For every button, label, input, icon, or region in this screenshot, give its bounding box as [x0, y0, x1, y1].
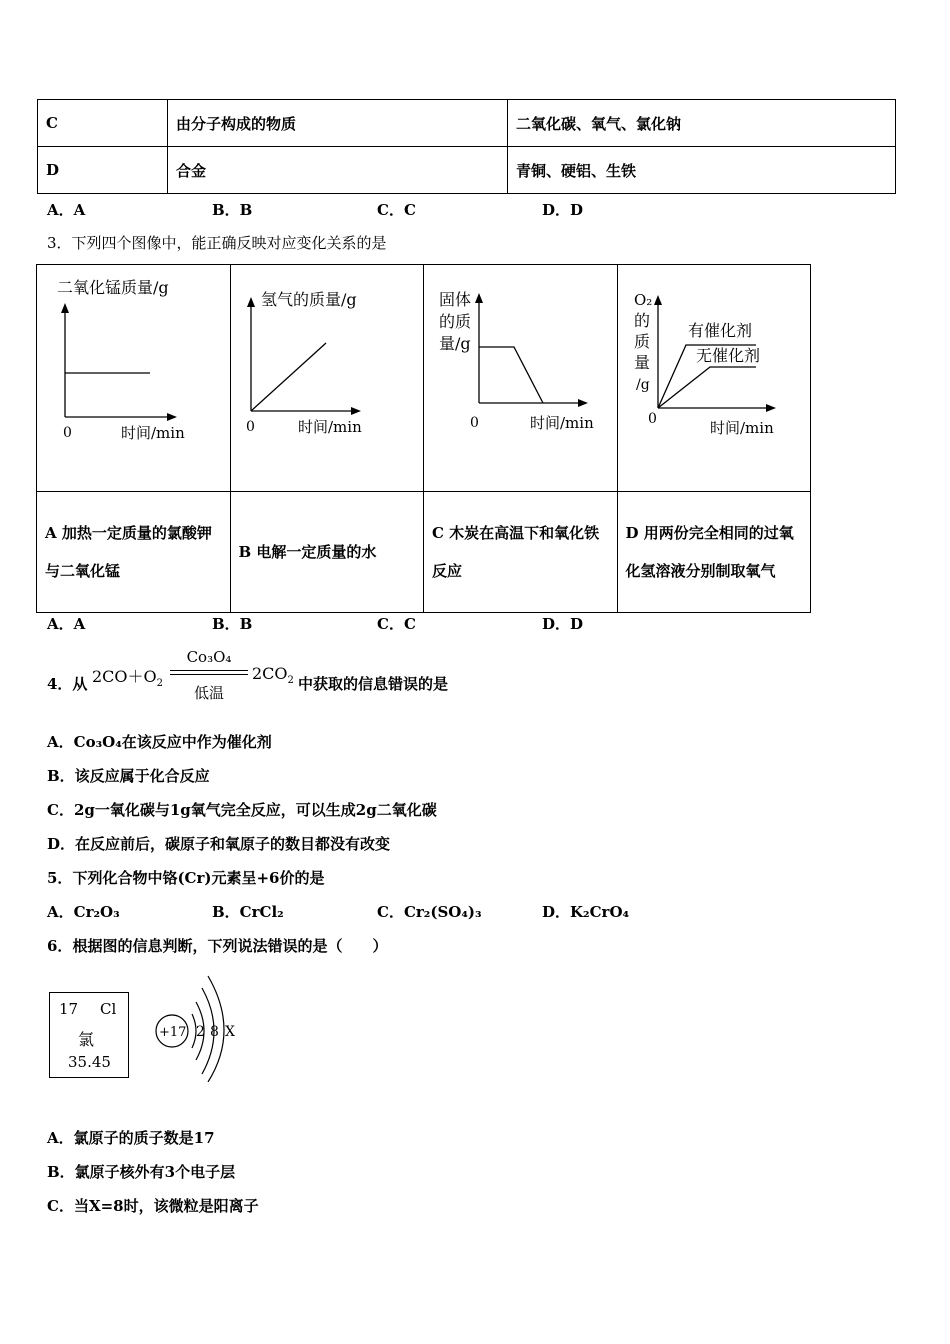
graph-d-ylabel-2: 的	[633, 311, 650, 330]
graph-d-ylabel-5: /g	[635, 377, 650, 393]
graph-a	[37, 265, 230, 487]
y-axis-arrow	[247, 297, 255, 307]
q3-option-d: D．D	[542, 615, 584, 633]
x-axis-arrow	[351, 407, 361, 415]
q5-option-a: A．Cr₂O₃	[47, 903, 120, 921]
element-card	[49, 992, 129, 1078]
graph-d-ylabel-3: 质	[633, 332, 650, 351]
graph-b-caption: B 电解一定质量的水	[230, 492, 424, 613]
element-mass: 35.45	[68, 1053, 111, 1071]
q4-lhs-subscript: 2	[156, 678, 164, 690]
q4-option-b: B．该反应属于化合反应	[47, 767, 210, 785]
element-name: 氯	[78, 1030, 95, 1049]
q5-stem	[47, 867, 324, 888]
element-symbol: Cl	[100, 1000, 117, 1018]
shell2-electrons: 8	[210, 1024, 219, 1040]
graph-d-caption: D 用两份完全相同的过氧化氢溶液分别制取氧气	[617, 492, 811, 613]
y-axis-arrow	[475, 293, 483, 303]
table-row	[38, 147, 896, 194]
q4-equals-bottom	[170, 674, 248, 675]
q4-option-a: A．Co₃O₄在该反应中作为催化剂	[47, 733, 272, 751]
graph-a-ylabel: 二氧化锰质量/g	[57, 278, 169, 297]
graph-c-ylabel-3: 量/g	[439, 334, 471, 353]
graph-c-ylabel-2: 的质	[439, 312, 472, 331]
q6-option-a: A．氯原子的质子数是17	[47, 1129, 215, 1147]
row-label: D	[38, 147, 168, 194]
row-category: 由分子构成的物质	[168, 100, 508, 147]
graph-d-label-no-catalyst: 无催化剂	[695, 346, 760, 365]
graph-c	[424, 265, 617, 487]
q4-tail: 中获取的信息错误的是	[298, 675, 449, 693]
q5-option-b: B．CrCl₂	[212, 903, 284, 921]
x-axis-arrow	[578, 399, 588, 407]
shell3-electrons: X	[225, 1024, 235, 1040]
q4-rhs	[252, 664, 294, 686]
q4-lhs-text: 2CO＋O	[92, 667, 157, 686]
graph-b-xlabel: 时间/min	[297, 418, 362, 436]
graph-b-origin: 0	[245, 419, 255, 435]
q3-number: 3．	[47, 234, 72, 252]
element-number: 17	[59, 1000, 79, 1018]
x-axis-arrow	[766, 404, 776, 412]
graph-a-caption: A 加热一定质量的氯酸钾与二氧化锰	[37, 492, 231, 613]
graph-b-cell	[230, 265, 424, 492]
graph-d-xlabel: 时间/min	[709, 419, 774, 437]
table-row	[38, 100, 896, 147]
graph-d-curve-no-catalyst	[658, 367, 756, 408]
q6-text: 根据图的信息判断，下列说法错误的是（ ）	[72, 937, 388, 955]
graph-c-origin: 0	[470, 415, 479, 431]
nucleus-charge: +17	[159, 1025, 187, 1040]
graph-d	[618, 265, 811, 487]
q4-condition: 低温	[193, 684, 224, 702]
q2-option-c: C．C	[377, 201, 416, 219]
y-axis-arrow	[654, 295, 662, 305]
q3-option-b: B．B	[212, 615, 253, 633]
q4-option-d: D．在反应前后，碳原子和氧原子的数目都没有改变	[47, 835, 391, 853]
q3-graph-table	[36, 264, 811, 613]
graph-d-label-catalyst: 有催化剂	[687, 321, 752, 340]
q5-option-d: D．K₂CrO₄	[542, 903, 630, 921]
q6-stem	[47, 935, 387, 956]
q5-option-c: C．Cr₂(SO₄)₃	[377, 903, 482, 921]
q3-text: 下列四个图像中，能正确反映对应变化关系的是	[71, 234, 387, 252]
row-category: 合金	[168, 147, 508, 194]
graph-b-ylabel: 氢气的质量/g	[260, 290, 357, 309]
x-axis-arrow	[167, 413, 177, 421]
graph-d-origin: 0	[647, 411, 657, 427]
graph-d-ylabel-4: 量	[633, 353, 650, 372]
q4-option-c: C．2g一氧化碳与1g氧气完全反应，可以生成2g二氧化碳	[47, 801, 437, 819]
q4-number: 4．从	[47, 675, 88, 693]
graph-c-line	[479, 347, 543, 403]
q6-option-c: C．当X=8时，该微粒是阳离子	[47, 1197, 259, 1215]
q6-option-b: B．氯原子核外有3个电子层	[47, 1163, 236, 1181]
graph-d-ylabel-1: O₂	[633, 291, 652, 309]
q2-option-d: D．D	[542, 201, 584, 219]
q4-catalyst: Co₃O₄	[186, 648, 232, 666]
graph-b	[231, 265, 424, 487]
q6-number: 6．	[47, 937, 73, 955]
atom-structure-diagram	[150, 972, 250, 1082]
graph-a-xlabel: 时间/min	[121, 424, 185, 442]
q5-number: 5．	[47, 869, 73, 887]
q3-stem	[47, 232, 387, 253]
graph-c-cell	[424, 265, 618, 492]
row-examples: 二氧化碳、氧气、氯化钠	[508, 100, 896, 147]
graph-a-origin: 0	[63, 425, 72, 441]
q4-rhs-subscript: 2	[287, 675, 294, 687]
q4-rhs-text: 2CO	[252, 664, 288, 683]
graph-d-cell	[617, 265, 811, 492]
graph-b-line	[251, 343, 326, 411]
y-axis-arrow	[61, 303, 69, 313]
graph-c-caption: C 木炭在高温下和氧化铁反应	[424, 492, 618, 613]
q3-option-c: C．C	[377, 615, 416, 633]
q3-option-a: A．A	[47, 615, 86, 633]
graph-c-xlabel: 时间/min	[530, 414, 594, 432]
row-examples: 青铜、硬铝、生铁	[508, 147, 896, 194]
shell1-electrons: 2	[196, 1024, 205, 1040]
q4-equals-top	[170, 670, 248, 671]
classification-table	[37, 99, 896, 194]
graph-c-ylabel-1: 固体	[439, 290, 472, 309]
q2-option-b: B．B	[212, 201, 253, 219]
q2-option-a: A．A	[47, 201, 86, 219]
graph-a-cell	[37, 265, 231, 492]
row-label: C	[38, 100, 168, 147]
q5-text: 下列化合物中铬(Cr)元素呈+6价的是	[72, 869, 325, 887]
q4-lhs	[92, 664, 163, 689]
